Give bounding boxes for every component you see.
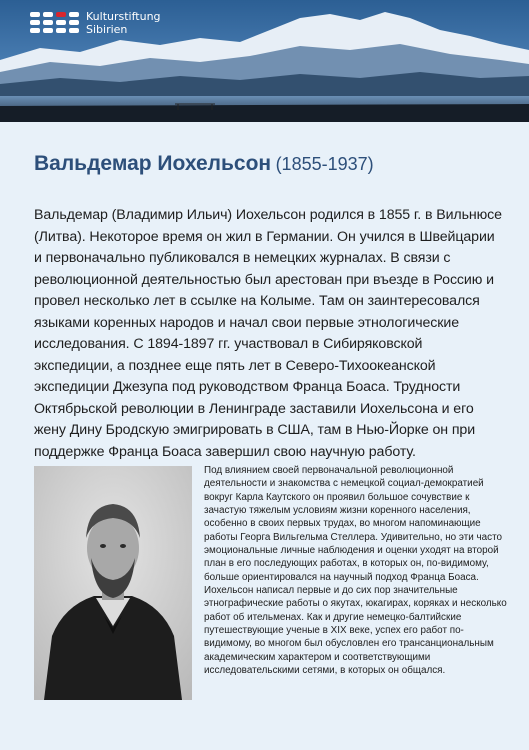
article-title (34, 152, 374, 176)
article-content (0, 122, 529, 750)
logo-line-1: Kulturstiftung (86, 10, 161, 23)
animal-icons (30, 12, 80, 34)
kulturstiftung-logo (30, 10, 161, 36)
side-paragraph: Под влиянием своей первоначальной революционной деятельности и знакомства с немецкой социал-демократией вокруг Карла Каутского он проявил большое сочувствие к зачастую тяжелым условиям жизни коренного населения, особенно в своих первых трудах, во многом напоминающие работы Георга Вильгельма Стеллера. Удивительно, но эти часто эмоциональные личные наблюдения и оценки уходят на второй план в его последующих работах, в которых он, по-видимому, больше ориентировался на научный подход Франца Боаса. Иохельсон написал первые и до сих пор значительные этнографические работы о якутах, юкагирах, коряках и несколько работ об ительменах. Как и другие немецко-балтийские путешествующие ученые в XIX веке, успех его работ по-видимому, во многом был обусловлен его трансанциональным академическим характером и соответствующими исследовательскими сетями, в которых он общался. (204, 465, 507, 677)
title-name: Вальдемар Иохельсон (34, 152, 272, 175)
portrait-photo (34, 466, 192, 700)
logo-line-2: Sibirien (86, 23, 128, 36)
header-banner (0, 0, 529, 122)
title-years: (1855-1937) (275, 154, 374, 174)
intro-paragraph: Вальдемар (Владимир Ильич) Иохельсон родился в 1855 г. в Вильнюсе (Литва). Некоторое время он жил в Германии. Он учился в Швейцарии и первоначально публиковался в немецких журналах. В связи с революционной деятельностью был арестован при въезде в Россию и провел несколько лет в ссылке на Колыме. Там он заинтересовался языками коренных народов и начал свои первые этнологические исследования. С 1894-1897 гг. участвовал в Сибиряковской экспедиции, а позднее еще пять лет в Северо-Тихоокеанской экспедиции Джезупа под руководством Франца Боаса. Трудности Октябрьской революции в Ленинграде заставили Иохельсона и его жену Дину Бродскую эмигрировать в США, там в Нью-Йорке он при поддержке Франца Боаса завершил свою научную работу. (34, 207, 502, 460)
